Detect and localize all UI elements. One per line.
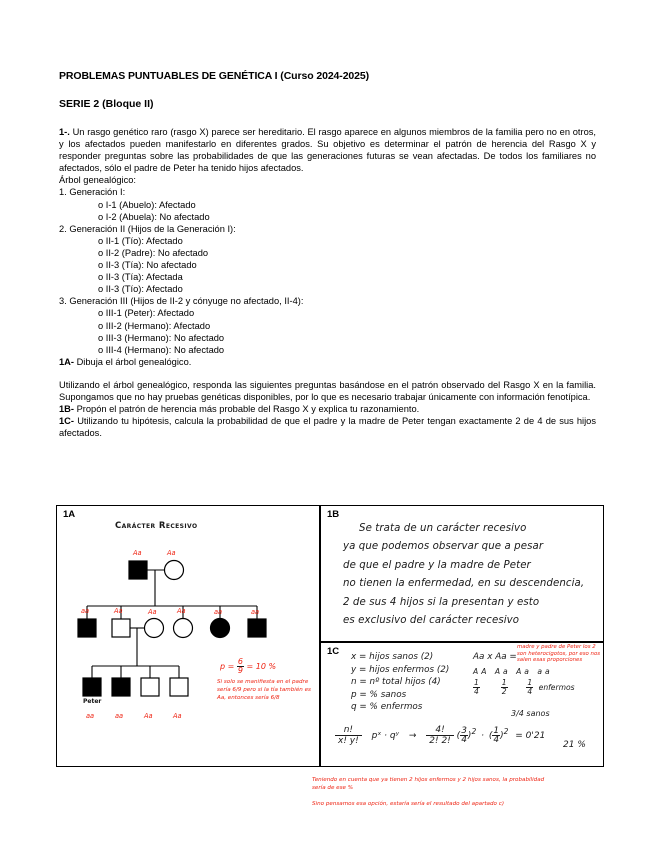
definition-line: x = hijos sanos (2) — [351, 652, 434, 662]
arrow-icon: → — [408, 731, 417, 741]
answer-line: no tienen la enfermedad, en su descendencia, — [343, 578, 585, 590]
pedigree-symbol-unaffected-male-III3 — [141, 678, 159, 696]
calc-fraction — [426, 725, 454, 746]
note-line: madre y padre de Peter — [517, 644, 582, 650]
generation-3-member: o III-2 (Hermano): Afectado — [98, 320, 211, 331]
printed-content — [59, 70, 596, 439]
calc-denominator: 2! 2! — [429, 736, 451, 746]
genotype-label-I1: Aa — [133, 549, 142, 557]
pedigree-title: Carácter Recesivo — [115, 521, 198, 531]
answer-box-1a — [56, 505, 320, 767]
punnett-genotype: AA — [473, 667, 490, 676]
question-1c-label: 1C- — [59, 416, 74, 427]
punnett-genotype: Aa — [516, 667, 532, 676]
punnett-enfermos-label: enfermos — [538, 682, 575, 692]
probability-value: = 10 % — [246, 662, 277, 671]
probability-fraction — [237, 658, 244, 675]
answer-box-1b — [320, 505, 604, 642]
genotype-label-III4: Aa — [173, 712, 182, 720]
punnett-proportions — [473, 667, 575, 696]
generation-3-heading: 3. Generación III (Hijos de II-2 y cónyuge no afectado, II-4): — [59, 296, 304, 307]
pedigree-symbol-affected-male-I1 — [129, 561, 147, 579]
note-line: en el padre sería 6/9 — [217, 679, 309, 694]
punnett-fraction-row — [473, 679, 575, 696]
calc-p-term: ( $\frac{3}{4}$ )$^2$ — [456, 726, 477, 745]
answer-boxes — [56, 505, 604, 767]
note-line: Aa, entonces sería 6/8 — [217, 695, 280, 702]
genotype-label-II3: Aa — [177, 607, 186, 615]
punnett-fraction-heterozygous — [501, 679, 508, 696]
pedigree-symbol-affected-male-II3c — [248, 619, 266, 637]
generation-2-heading: 2. Generación II (Hijos de la Generación I): — [59, 223, 236, 234]
generation-2-member: o II-3 (Tía): Afectada — [98, 272, 183, 283]
answer-line: 2 de sus 4 hijos si la presentan y esto — [343, 596, 540, 608]
answer-box-1a-label: 1A — [63, 509, 76, 520]
genotype-label-II4: Aa — [148, 608, 157, 616]
probability-expression — [220, 658, 276, 675]
punnett-fraction-recessive — [526, 679, 533, 696]
generation-2-member: o II-3 (Tía): No afectado — [98, 260, 197, 271]
pedigree-symbol-unaffected-female-I2 — [165, 561, 184, 580]
box-1a-red-note — [217, 678, 317, 703]
answer-line: es exclusivo del carácter recesivo — [343, 615, 520, 627]
intro-paragraph — [59, 126, 596, 174]
answer-line: Se trata de un carácter recesivo — [359, 523, 527, 534]
genotype-label-II3c: aa — [251, 608, 260, 616]
pedigree-symbol-affected-female-II3b — [211, 619, 230, 638]
q-numerator: 1 — [493, 726, 500, 736]
generation-2-member: o II-1 (Tío): Afectado — [98, 235, 183, 246]
note-line: sería de ese % — [312, 785, 354, 792]
cross-red-note — [517, 644, 605, 664]
punnett-genotype-row — [473, 667, 575, 676]
generation-1-heading: 1. Generación I: — [59, 187, 126, 198]
generation-1-member: o I-1 (Abuelo): Afectado — [98, 199, 196, 210]
genotype-label-III1: aa — [86, 712, 95, 720]
probability-numerator: 6 — [237, 657, 243, 666]
pedigree-symbol-unaffected-male-III4 — [170, 678, 188, 696]
pedigree-symbol-unaffected-male-II2 — [112, 619, 130, 637]
fraction-denominator: 2 — [501, 687, 507, 696]
p-numerator: 3 — [461, 726, 467, 736]
definition-line: p = % sanos — [351, 689, 407, 700]
fraction-numerator: 1 — [501, 678, 507, 687]
note-line: Si solo se manifiesta — [217, 679, 275, 685]
answer-box-1b-label: 1B — [327, 509, 340, 520]
fraction-numerator: 1 — [474, 678, 479, 687]
question-1a-label: 1A- — [59, 356, 74, 367]
generation-1-member: o I-2 (Abuela): No afectado — [98, 211, 210, 222]
page-subtitle: SERIE 2 (Bloque II) — [59, 98, 154, 110]
q-denominator: 4 — [493, 735, 500, 745]
pedigree-symbol-affected-male-II1 — [78, 619, 96, 637]
answer-1c-definitions — [351, 651, 449, 714]
note-line: Sino pensamos esa opción, estaría sería el resultado del apartado c) — [312, 800, 504, 807]
note-line: eso nos salen esas proporciones — [517, 650, 601, 664]
punnett-genotype: Aa — [494, 667, 511, 676]
intro-label: 1-. — [59, 127, 70, 137]
calc-numerator: 4! — [426, 725, 454, 736]
question-1a-text: Dibuja el árbol genealógico. — [76, 356, 192, 367]
definition-line: y = hijos enfermos (2) — [351, 664, 450, 675]
question-1b-text: Propón el patrón de herencia más probable del Rasgo X y explica tu razonamiento. — [76, 404, 420, 415]
pedigree-heading: Árbol genealógico: — [59, 175, 137, 186]
generation-3-member: o III-4 (Hermano): No afectado — [98, 344, 225, 355]
punnett-genotype: aa — [537, 667, 553, 676]
monohybrid-cross: Aa x Aa = — [473, 652, 517, 662]
peter-label: Peter — [83, 698, 102, 705]
fraction-numerator: 1 — [527, 678, 533, 687]
bottom-red-annotations — [312, 776, 642, 815]
pedigree-symbol-affected-male-III2 — [112, 678, 130, 696]
p-exponent: 2 — [471, 727, 477, 736]
answer-1b-handwriting — [343, 520, 595, 630]
question-1c — [59, 415, 596, 439]
answer-line: ya que podemos observar que a pesar — [343, 541, 544, 553]
probability-denominator: 9 — [237, 666, 243, 675]
question-1a — [59, 356, 596, 368]
spacer — [59, 368, 596, 379]
fraction-denominator: 4 — [474, 687, 479, 696]
genotype-label-I2: Aa — [167, 549, 176, 557]
formula-terms: pˣ · qʸ — [371, 731, 399, 741]
answer-box-1c-label: 1C — [327, 646, 340, 657]
p-denominator: 4 — [461, 735, 467, 745]
generation-2-member: o II-2 (Padre): No afectado — [98, 247, 209, 258]
genotype-label-II3b: aa — [214, 608, 223, 616]
calc-result: = 0'21 — [515, 731, 546, 741]
fraction-denominator: 4 — [527, 687, 533, 696]
bottom-note-block — [312, 776, 642, 793]
calc-q-term: ( $\frac{1}{4}$ )$^2$ — [488, 726, 509, 745]
generation-3-member: o III-3 (Hermano): No afectado — [98, 332, 225, 343]
pedigree-symbol-affected-male-III1-peter — [83, 678, 101, 696]
answer-line: de que el padre y la madre de Peter — [343, 559, 531, 571]
q-exponent: 2 — [503, 727, 509, 736]
genotype-label-II2: Aa — [114, 607, 123, 615]
note-line: los 2 son heterocigotos, por — [517, 644, 596, 657]
instructions-paragraph: Utilizando el árbol genealógico, responda las siguientes preguntas basándose en el patrón observado del Rasgo X en la familia. Supongamos que no hay pruebas genéticas disponibles, por lo que es necesario trabajar únicamente con información fenotípica. — [59, 379, 596, 402]
formula-fraction — [335, 725, 362, 746]
note-line: pero si la tía también es — [243, 687, 311, 694]
definition-line: q = % enfermos — [351, 702, 423, 713]
pedigree-symbol-unaffected-female-II3 — [174, 619, 193, 638]
generation-3-member: o III-1 (Peter): Afectado — [98, 308, 195, 319]
genotype-label-III3: Aa — [144, 712, 153, 720]
note-line: Teniendo en cuenta que ya tienen 2 hijos enfermos y 2 hijos sanos, la probabilidad — [312, 777, 545, 783]
formula-denominator: x! y! — [338, 736, 359, 746]
page-title: PROBLEMAS PUNTUABLES DE GENÉTICA I (Curso 2024-2025) — [59, 70, 370, 82]
bottom-note-block — [312, 800, 642, 808]
question-1b-label: 1B- — [59, 404, 74, 415]
generation-2-member: o II-3 (Tío): Afectado — [98, 284, 183, 295]
binomial-formula: $\frac{n!}{x! y!}$ pˣ · qʸ → $\frac{4!}{2! 2!}$ ( $\frac{3}{4}$ )$^2$ · ( $\frac{1}{4}$ )$^2$ = 0'21 21 % — [335, 725, 545, 746]
punnett-fraction-aa-dominant — [473, 679, 480, 696]
calc-result-percent: 21 % — [563, 740, 586, 750]
pedigree-symbol-unaffected-female-II4 — [145, 619, 164, 638]
answer-box-1c — [320, 642, 604, 767]
pedigree-diagram — [57, 506, 321, 768]
intro-text: Un rasgo genético raro (rasgo X) parece ser hereditario. El rasgo aparece en algunos miembros de la familia pero no en otros, y los afectados pueden manifestarlo en diferentes grados. Su objetivo es determinar el patrón de herencia del Rasgo X y responder preguntas sobre las probabilidades de que las generaciones futuras se vean afectadas. De todos los familiares no afectados, sólo el padre de Peter ha tenido hijos afectados. — [59, 127, 596, 174]
definition-line: n = nº total hijos (4) — [351, 677, 441, 688]
genotype-label-III2: aa — [115, 712, 124, 720]
probability-prefix: p = — [220, 662, 235, 671]
formula-numerator: n! — [335, 725, 362, 736]
genotype-label-II1: aa — [81, 607, 90, 615]
question-1b — [59, 403, 596, 415]
sanos-ratio: 3/4 sanos — [511, 709, 550, 718]
question-1c-text: Utilizando tu hipótesis, calcula la probabilidad de que el padre y la madre de Peter tengan exactamente 2 de 4 de sus hijos afectados. — [59, 416, 596, 439]
